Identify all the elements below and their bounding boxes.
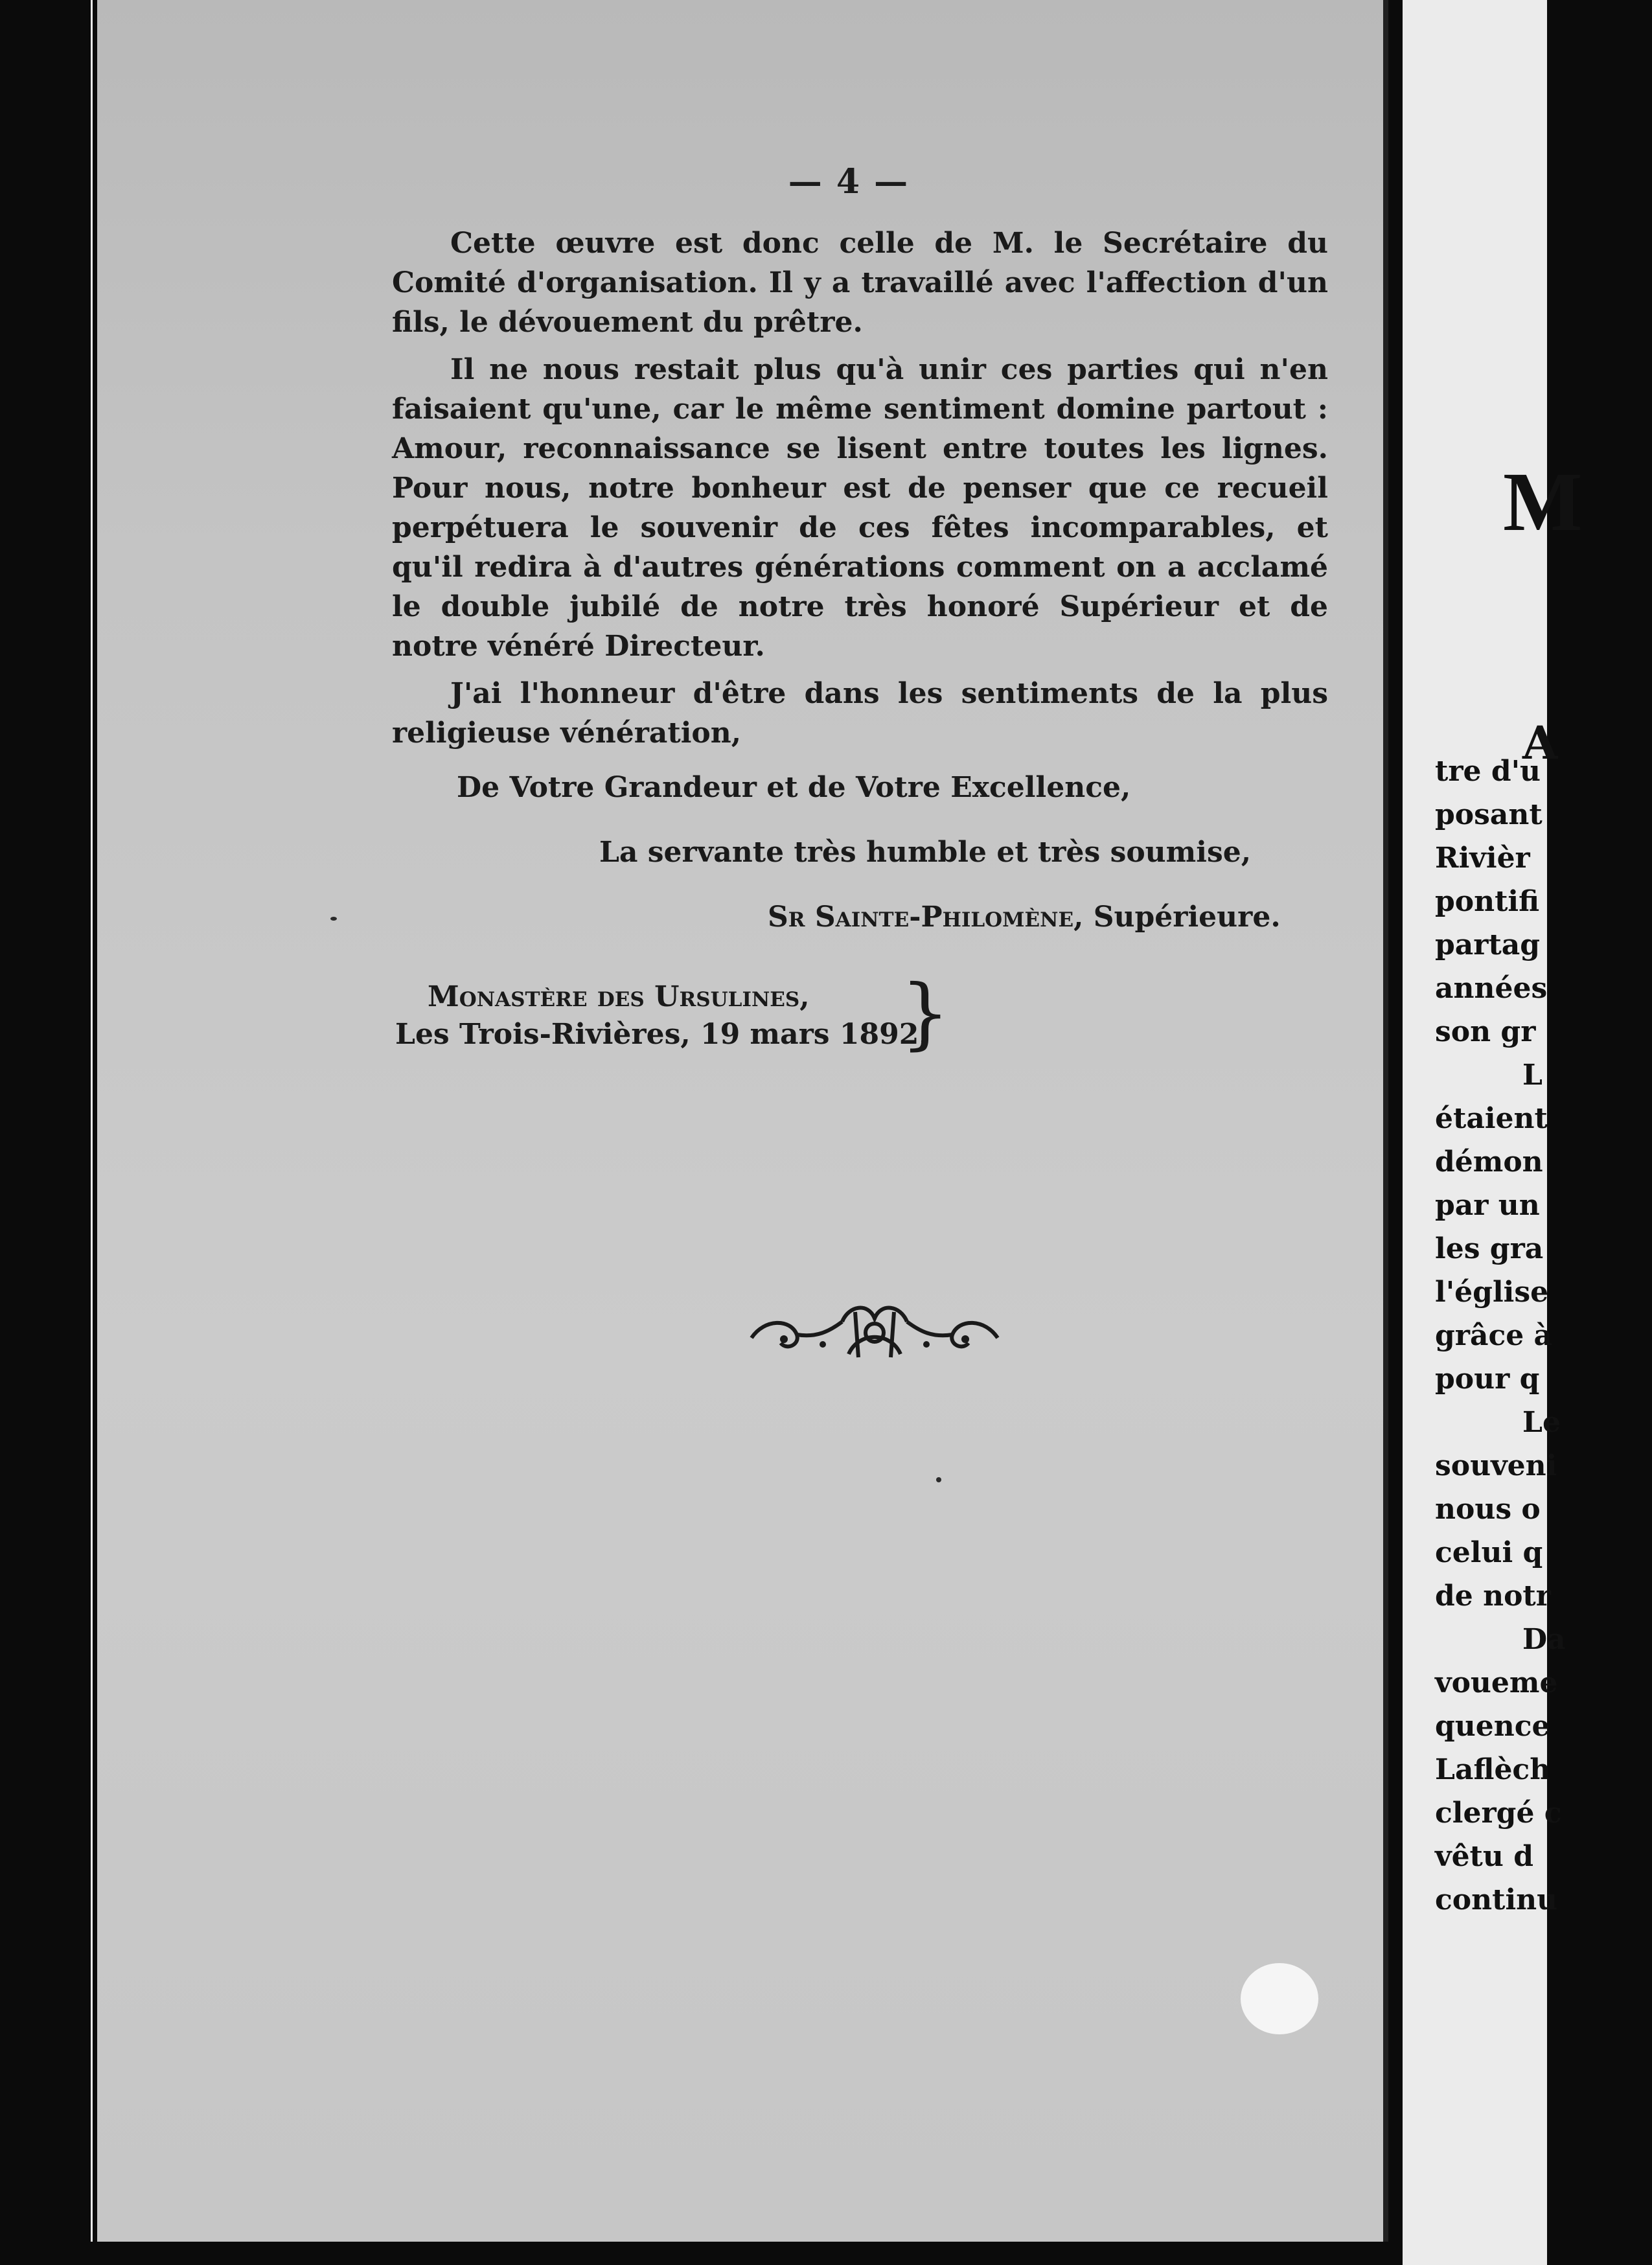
right-page-line: posant	[1435, 798, 1543, 831]
right-page-line: les gra	[1435, 1232, 1544, 1265]
signature	[768, 901, 1281, 934]
right-page-line: tre d'u	[1435, 755, 1541, 788]
right-page-line: Laflèch	[1435, 1753, 1551, 1786]
right-page-line: voueme	[1435, 1666, 1558, 1699]
paragraph-3: J'ai l'honneur d'être dans les sentiments de la plus religieuse vénération,	[392, 677, 1328, 750]
address-line-2: Les Trois-Rivières, 19 mars 1892.	[395, 1018, 929, 1051]
right-page-line: étaient	[1435, 1102, 1548, 1135]
decorative-ornament	[745, 1293, 1004, 1364]
letter-body	[392, 224, 1328, 761]
signature-prefix: Sr	[768, 901, 805, 934]
right-page-line: années	[1435, 972, 1548, 1005]
right-page-line: celui q	[1435, 1536, 1543, 1569]
right-page-line: son gr	[1435, 1015, 1536, 1048]
signature-name: Sainte-Philomène	[814, 901, 1074, 934]
right-page-line: quence	[1435, 1710, 1550, 1743]
right-page-line: pontifi	[1435, 885, 1540, 918]
right-page-line: démon	[1435, 1145, 1543, 1178]
ink-speck	[330, 917, 337, 921]
paragraph-1: Cette œuvre est donc celle de M. le Secrétaire du Comité d'organisation. Il y a travaillé avec l'affection d'un fils, le dévouement du prêtre.	[392, 227, 1328, 339]
right-page-line: pour q	[1435, 1362, 1540, 1396]
right-page-line: de notr	[1435, 1580, 1551, 1613]
right-page-line: Rivièr	[1435, 842, 1530, 875]
right-page-line: par un	[1435, 1189, 1540, 1222]
right-drop-letter: A	[1522, 716, 1558, 770]
right-page-line: Le	[1522, 1406, 1561, 1439]
right-page-line: partag	[1435, 928, 1541, 961]
right-page-line: continu	[1435, 1883, 1558, 1916]
right-heading-fragment: M	[1503, 455, 1583, 549]
paragraph-2: Il ne nous restait plus qu'à unir ces parties qui n'en faisaient qu'une, car le même sentiment domine partout : Amour, reconnaissance se lisent entre toutes les lignes. Pour nous, notre bonheur est de penser que ce recueil perpétuera le souvenir de ces fêtes incomparables, et qu'il redira à d'autres générations comment on a acclamé le double jubilé de notre très honoré Supérieur et de notre vénéré Directeur.	[392, 353, 1328, 663]
right-page-line: souveni	[1435, 1449, 1557, 1482]
right-page-line: grâce à	[1435, 1319, 1553, 1352]
right-page-line: L	[1522, 1059, 1543, 1092]
ink-speck	[936, 1477, 941, 1482]
right-page-line: Da	[1522, 1623, 1566, 1656]
address-block	[395, 978, 929, 1053]
address-line-1: Monastère des Ursulines,	[428, 980, 810, 1013]
page-number: — 4 —	[788, 162, 910, 201]
salutation: De Votre Grandeur et de Votre Excellence,	[457, 771, 1131, 804]
servant-line: La servante très humble et très soumise,	[599, 836, 1252, 869]
paper-damage-blot	[1241, 1963, 1318, 2034]
right-page-line: nous o	[1435, 1493, 1541, 1526]
right-page-line: vêtu d	[1435, 1840, 1533, 1873]
brace-glyph: }	[901, 969, 950, 1059]
right-page-line: l'église	[1435, 1276, 1549, 1309]
signature-title: , Supérieure.	[1073, 901, 1281, 934]
right-page-line: clergé c	[1435, 1797, 1562, 1830]
